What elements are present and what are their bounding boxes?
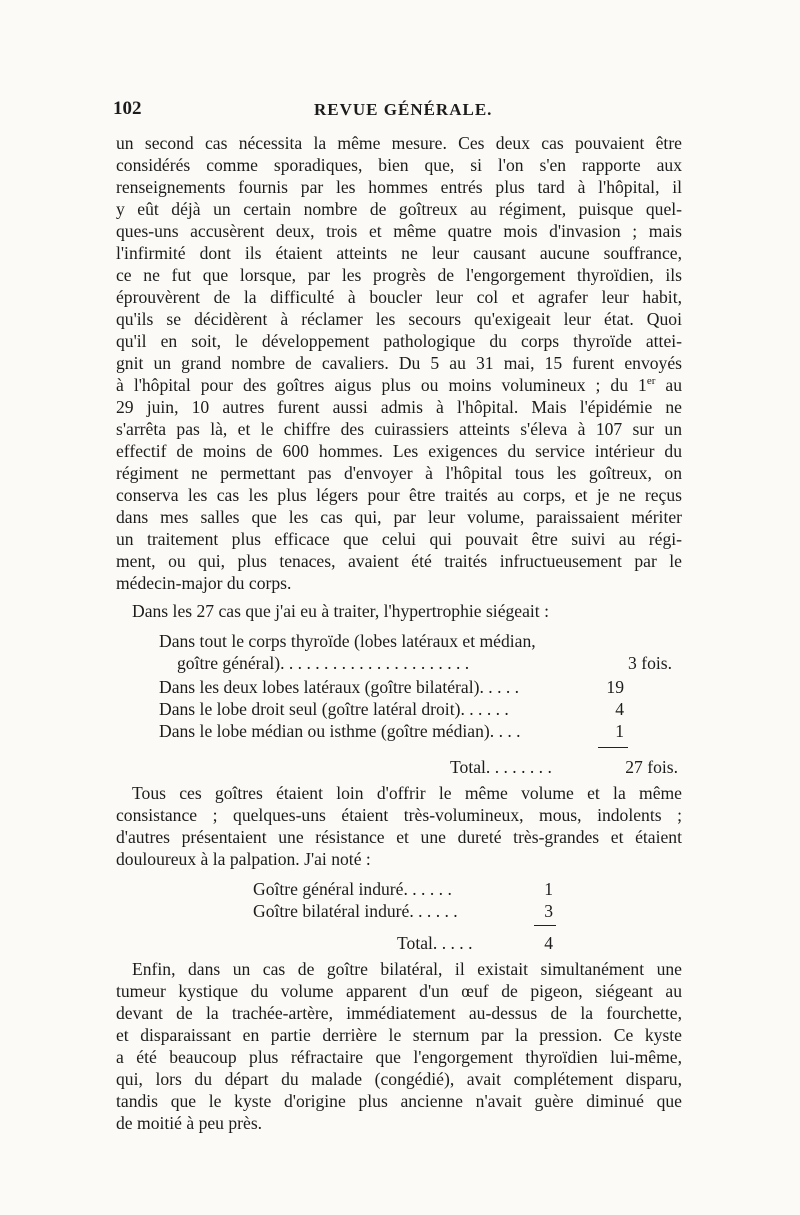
table-row-value: 3 — [544, 901, 553, 921]
line-head: à l'hôpital pour des goîtres aigus plus ou moins volumineux ; du 1 — [116, 375, 647, 395]
sum-rule — [598, 747, 628, 748]
table-row-value: 19 — [606, 677, 624, 697]
text-line: renseignements fournis par les hommes entrés plus tard à l'hôpital, il — [116, 177, 682, 197]
table-row-label: Dans tout le corps thyroïde (lobes latéraux et médian, — [159, 631, 536, 651]
text-line: devant de la trachée-artère, immédiatement au-dessus de la fourchette, — [116, 1003, 682, 1023]
paragraph-2 — [116, 782, 682, 870]
text-line: tumeur kystique du volume apparent d'un œuf de pigeon, siégeant au — [116, 981, 682, 1001]
table-row-label: goître général). . . . . . . . . . . . . . . . . . . . . . — [177, 653, 470, 673]
text-line: 29 juin, 10 autres furent aussi admis à l'hôpital. Mais l'épidémie ne — [116, 397, 682, 417]
text-line: d'autres présentaient une résistance et une dureté très-grandes et étaient — [116, 827, 682, 847]
text-line: régiment ne permettant pas d'envoyer à l'hôpital tous les goîtreux, on — [116, 463, 682, 483]
running-title: REVUE GÉNÉRALE. — [314, 100, 493, 119]
table-row — [159, 698, 624, 720]
text-line: Tous ces goîtres étaient loin d'offrir le même volume et la même — [132, 783, 682, 803]
table-row-value: 1 — [615, 721, 624, 741]
sum-rule — [534, 925, 556, 926]
text-line: éprouvèrent de la difficulté à boucler leur col et agrafer leur habit, — [116, 287, 682, 307]
text-line: ques-uns accusèrent deux, trois et même quatre mois d'invasion ; mais — [116, 221, 682, 241]
table-row-label: Goître général induré. . . . . . — [253, 879, 452, 899]
text-line: considérés comme sporadiques, bien que, si l'on s'en rapporte aux — [116, 155, 682, 175]
table-row-label: Dans le lobe droit seul (goître latéral droit). . . . . . — [159, 699, 509, 719]
text-line: effectif de moins de 600 hommes. Les exigences du service intérieur du — [116, 441, 682, 461]
page-number: 102 — [113, 98, 142, 119]
table-row — [253, 878, 553, 900]
total-value: 27 fois. — [625, 757, 678, 777]
text-line: médecin-major du corps. — [116, 573, 292, 593]
table-row — [159, 720, 624, 742]
text-line: gnit un grand nombre de cavaliers. Du 5 au 31 mai, 15 furent envoyés — [116, 353, 682, 373]
text-line: et disparaissant en partie derrière le sternum par la pression. Ce kyste — [116, 1025, 682, 1045]
paragraph-3 — [116, 958, 682, 1134]
text-line: tandis que le kyste d'origine plus ancienne n'avait guère diminué que — [116, 1091, 682, 1111]
text-line: un traitement plus efficace que celui qui pouvait être suivi au régi- — [116, 529, 682, 549]
text-line: qu'ils se décidèrent à réclamer les secours qu'exigeait leur état. Quoi — [116, 309, 682, 329]
text-line: dans mes salles que les cas qui, par leur volume, paraissaient mériter — [116, 507, 682, 527]
line-tail: au — [655, 375, 682, 395]
text-line: Enfin, dans un cas de goître bilatéral, il existait simultanément une — [132, 959, 682, 979]
text-line: conserva les cas les plus légers pour être traités au corps, et je ne reçus — [116, 485, 682, 505]
paragraph-1 — [116, 132, 682, 594]
table-row — [177, 652, 672, 674]
total-value: 4 — [544, 933, 553, 953]
page-header — [113, 98, 683, 122]
table-row — [253, 900, 553, 922]
table-total-row — [450, 756, 678, 778]
text-line: y eût déjà un certain nombre de goîtreux au régiment, puisque quel- — [116, 199, 682, 219]
intro-line: Dans les 27 cas que j'ai eu à traiter, l'hypertrophie siégeait : — [132, 601, 549, 621]
superscript: er — [646, 375, 656, 388]
text-line: a été beaucoup plus réfractaire que l'engorgement thyroïdien lui-même, — [116, 1047, 682, 1067]
text-line: douloureux à la palpation. J'ai noté : — [116, 849, 371, 869]
text-line: l'infirmité dont ils étaient atteints ne leur causant aucune souffrance, — [116, 243, 682, 263]
text-line: un second cas nécessita la même mesure. Ces deux cas pouvaient être — [116, 133, 682, 153]
total-label: Total. . . . . . . . — [450, 757, 552, 777]
text-line: qui, lors du départ du malade (congédié), avait complétement disparu, — [116, 1069, 682, 1089]
total-label: Total. . . . . — [397, 933, 473, 953]
table-row-label: Dans le lobe médian ou isthme (goître médian). . . . — [159, 721, 521, 741]
table-row — [159, 676, 624, 698]
text-line-with-superscript — [116, 374, 682, 396]
text-line: consistance ; quelques-uns étaient très-volumineux, mous, indolents ; — [116, 805, 682, 825]
text-line: s'arrêta pas là, et le chiffre des cuirassiers atteints s'éleva à 107 sur un — [116, 419, 682, 439]
table-row-label: Dans les deux lobes latéraux (goître bilatéral). . . . . — [159, 677, 520, 697]
table-row-value: 1 — [544, 879, 553, 899]
table-row-value: 4 — [615, 699, 624, 719]
text-line: qu'il en soit, le développement pathologique du corps thyroïde attei- — [116, 331, 682, 351]
table-total-row — [397, 932, 553, 954]
text-line: ce ne fut que lorsque, par les progrès de l'engorgement thyroïdien, ils — [116, 265, 682, 285]
table-row-label: Goître bilatéral induré. . . . . . — [253, 901, 458, 921]
table-row-value: 3 fois. — [628, 653, 672, 673]
text-line: ment, ou qui, plus tenaces, avaient été traités infructueusement par le — [116, 551, 682, 571]
text-line: de moitié à peu près. — [116, 1113, 263, 1133]
